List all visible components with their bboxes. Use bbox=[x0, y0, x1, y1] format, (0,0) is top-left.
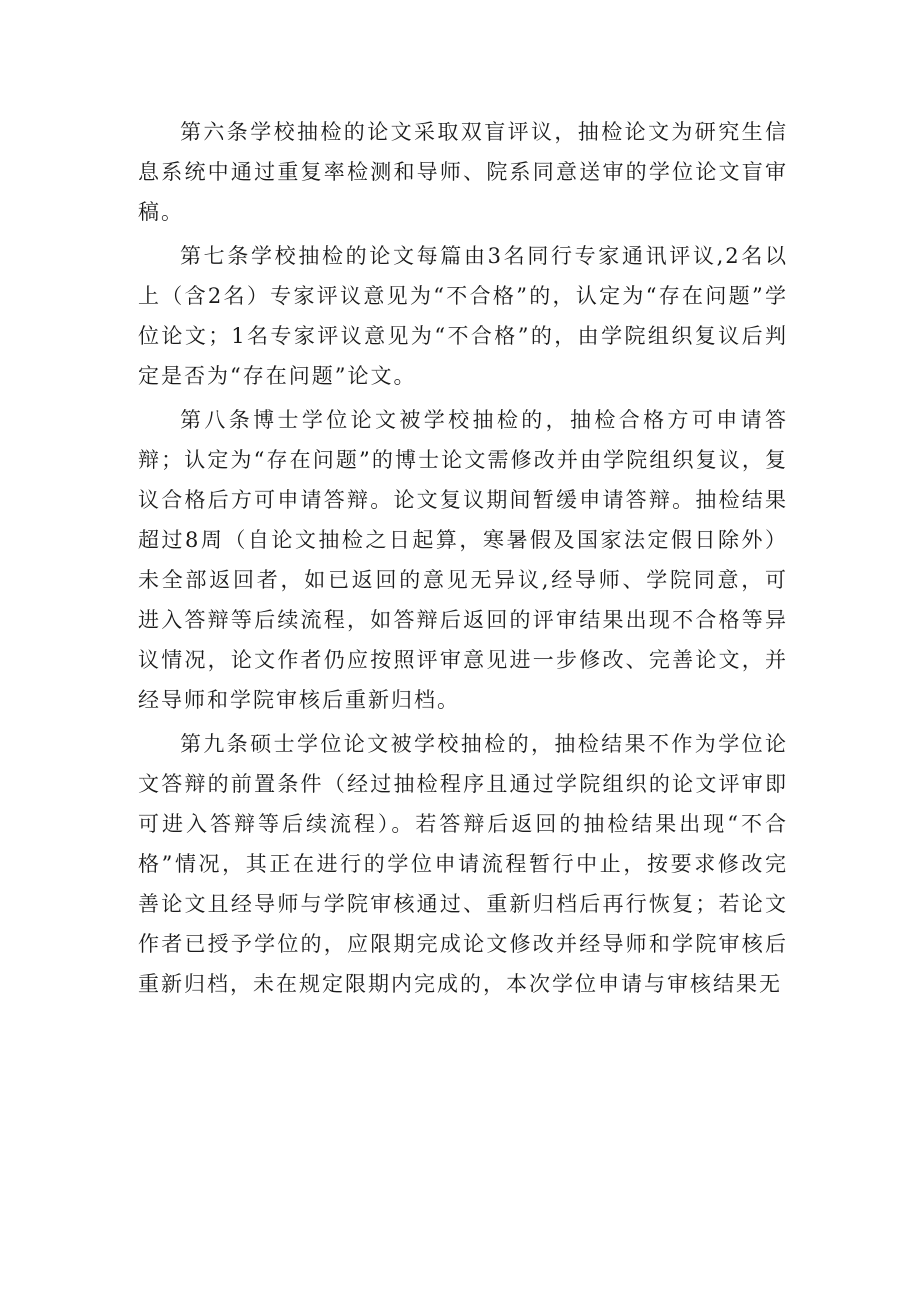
article-7-paragraph: 第七条学校抽检的论文每篇由3名同行专家通讯评议,2名以上（含2名）专家评议意见为“不合格”的，认定为“存在问题”学位论文；1名专家评议意见为“不合格”的，由学院组织复议后判定是否为“存在问题”论文。 bbox=[138, 244, 788, 388]
document-body bbox=[138, 112, 788, 1008]
article-8-paragraph: 第八条博士学位论文被学校抽检的，抽检合格方可申请答辩；认定为“存在问题”的博士论文需修改并由学院组织复议，复议合格后方可申请答辩。论文复议期间暂缓申请答辩。抽检结果超过8周（自论文抽检之日起算，寒暑假及国家法定假日除外）未全部返回者，如已返回的意见无异议,经导师、学院同意，可进入答辩等后续流程，如答辩后返回的评审结果出现不合格等异议情况，论文作者仍应按照评审意见进一步修改、完善论文，并经导师和学院审核后重新归档。 bbox=[138, 408, 788, 712]
article-9-paragraph: 第九条硕士学位论文被学校抽检的，抽检结果不作为学位论文答辩的前置条件（经过抽检程序且通过学院组织的论文评审即可进入答辩等后续流程）。若答辩后返回的抽检结果出现“不合格”情况，其正在进行的学位申请流程暂行中止，按要求修改完善论文且经导师与学院审核通过、重新归档后再行恢复；若论文作者已授予学位的，应限期完成论文修改并经导师和学院审核后重新归档，未在规定限期内完成的，本次学位申请与审核结果无 bbox=[138, 732, 788, 996]
article-6-paragraph: 第六条学校抽检的论文采取双盲评议，抽检论文为研究生信息系统中通过重复率检测和导师、院系同意送审的学位论文盲审稿。 bbox=[138, 120, 788, 224]
